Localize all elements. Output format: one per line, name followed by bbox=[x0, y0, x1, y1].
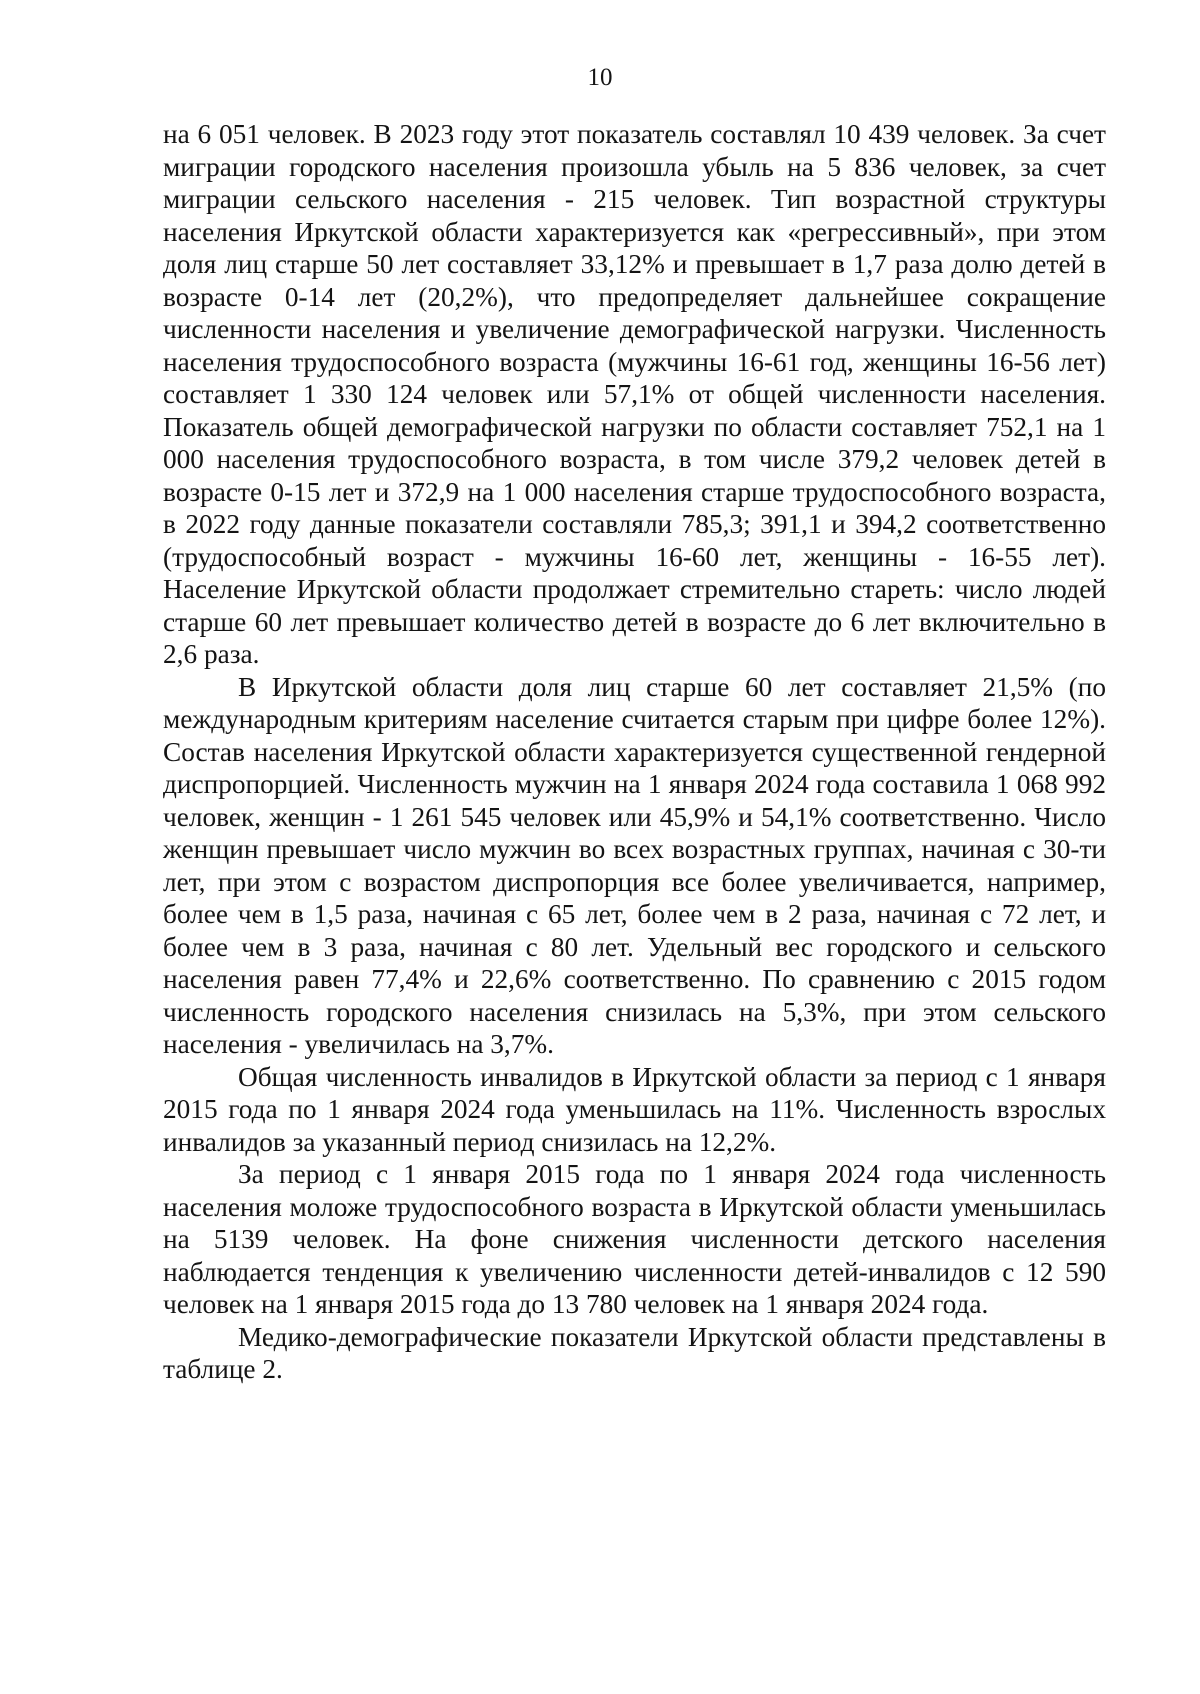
document-body bbox=[163, 118, 1106, 1386]
page-number: 10 bbox=[587, 64, 613, 91]
paragraph-migration-age-structure: на 6 051 человек. В 2023 году этот показатель составлял 10 439 человек. За счет миграции городского населения произошла убыль на 5 836 человек, за счет миграции сельского населения - 215 человек. Тип возрастной структуры населения Иркутской области характеризуется как «регрессивный», при этом доля лиц старше 50 лет составляет 33,12% и превышает в 1,7 раза долю детей в возрасте 0-14 лет (20,2%), что предопределяет дальнейшее сокращение численности населения и увеличение демографической нагрузки. Численность населения трудоспособного возраста (мужчины 16-61 год, женщины 16-56 лет) составляет 1 330 124 человек или 57,1% от общей численности населения. Показатель общей демографической нагрузки по области составляет 752,1 на 1 000 населения трудоспособного возраста, в том числе 379,2 человек детей в возрасте 0-15 лет и 372,9 на 1 000 населения старше трудоспособного возраста, в 2022 году данные показатели составляли 785,3; 391,1 и 394,2 соответственно (трудоспособный возраст - мужчины 16-60 лет, женщины - 16-55 лет). Население Иркутской области продолжает стремительно стареть: число людей старше 60 лет превышает количество детей в возрасте до 6 лет включительно в 2,6 раза. bbox=[163, 119, 1106, 669]
paragraph-disabled-total: Общая численность инвалидов в Иркутской области за период с 1 января 2015 года по 1 января 2024 года уменьшилась на 11%. Численность взрослых инвалидов за указанный период снизилась на 12,2%. bbox=[163, 1061, 1106, 1157]
paragraph-table-reference: Медико-демографические показатели Иркутской области представлены в таблице 2. bbox=[163, 1321, 1106, 1384]
paragraph-gender-urban-rural: В Иркутской области доля лиц старше 60 лет составляет 21,5% (по международным критериям население считается старым при цифре более 12%). Состав населения Иркутской области характеризуется существенной гендерной диспропорцией. Численность мужчин на 1 января 2024 года составила 1 068 992 человек, женщин - 1 261 545 человек или 45,9% и 54,1% соответственно. Число женщин превышает число мужчин во всех возрастных группах, начиная с 30-ти лет, при этом с возрастом диспропорция все более увеличивается, например, более чем в 1,5 раза, начиная с 65 лет, более чем в 2 раза, начиная с 72 лет, и более чем в 3 раза, начиная с 80 лет. Удельный вес городского и сельского населения равен 77,4% и 22,6% соответственно. По сравнению с 2015 годом численность городского населения снизилась на 5,3%, при этом сельского населения - увеличилась на 3,7%. bbox=[163, 671, 1106, 1059]
paragraph-disabled-children: За период с 1 января 2015 года по 1 января 2024 года численность населения моложе трудоспособного возраста в Иркутской области уменьшилась на 5139 человек. На фоне снижения численности детского населения наблюдается тенденция к увеличению численности детей-инвалидов с 12 590 человек на 1 января 2015 года до 13 780 человек на 1 января 2024 года. bbox=[163, 1159, 1106, 1319]
